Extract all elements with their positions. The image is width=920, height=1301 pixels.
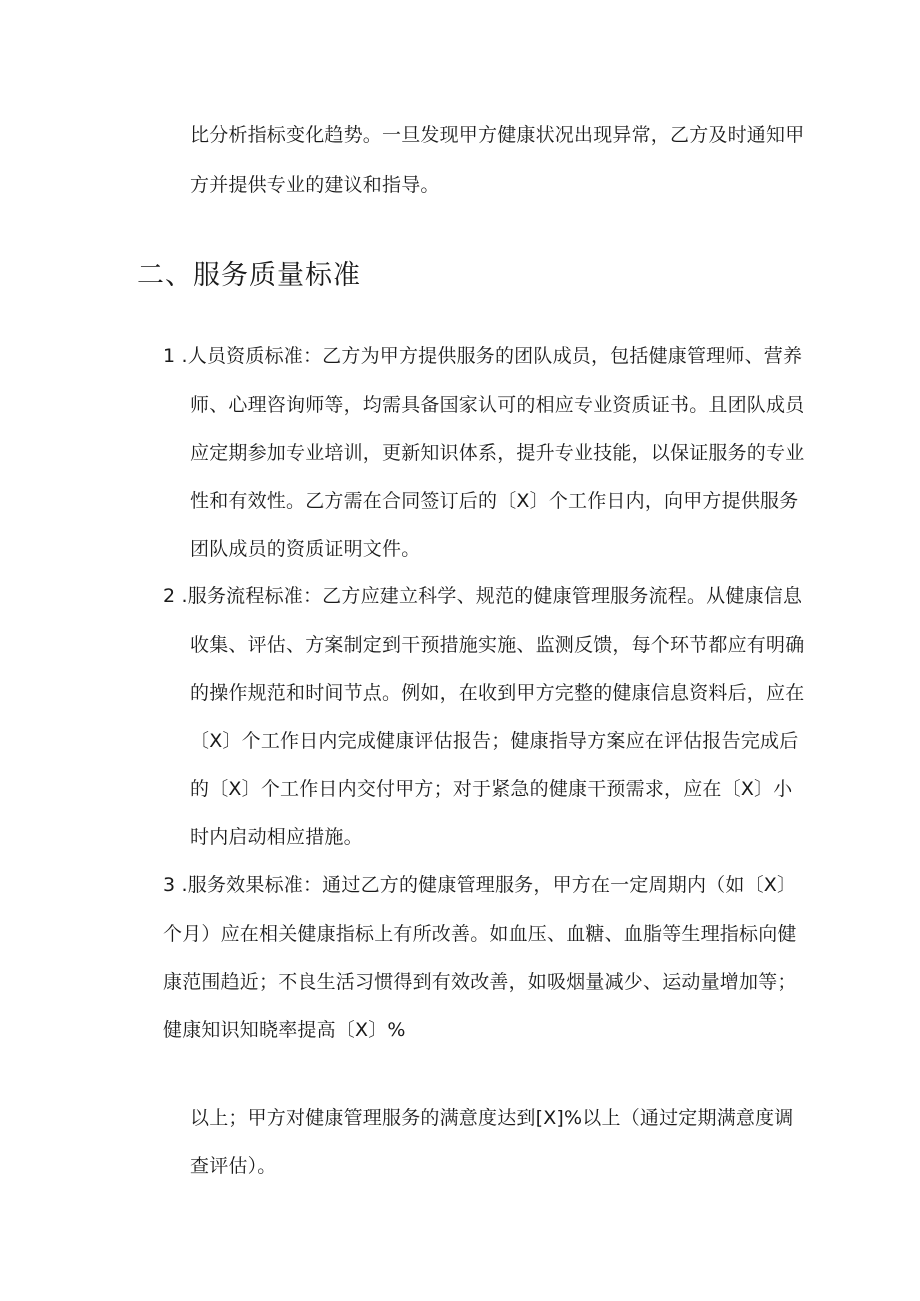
item-1-line-4: 性和有效性。乙方需在合同签订后的〔X〕个工作日内，向甲方提供服务 — [190, 490, 799, 512]
intro-line-2: 方并提供专业的建议和指导。 — [190, 174, 440, 196]
intro-line-1: 比分析指标变化趋势。一旦发现甲方健康状况出现异常，乙方及时通知甲 — [190, 124, 805, 146]
continuation-line-1: 以上；甲方对健康管理服务的满意度达到[X]%以上（通过定期满意度调 — [190, 1107, 794, 1129]
section-title: 二、服务质量标准 — [137, 260, 361, 291]
item-3-line-4: 健康知识知晓率提高〔X〕% — [163, 1019, 406, 1041]
item-1-line-5: 团队成员的资质证明文件。 — [190, 538, 421, 560]
item-3-line-1: 3 .服务效果标准：通过乙方的健康管理服务，甲方在一定周期内（如〔X〕 — [163, 874, 797, 896]
item-2-line-1: 2 .服务流程标准：乙方应建立科学、规范的健康管理服务流程。从健康信息 — [163, 585, 803, 607]
item-2-line-5: 的〔X〕个工作日内交付甲方；对于紧急的健康干预需求，应在〔X〕小 — [190, 778, 793, 800]
item-1-line-3: 应定期参加专业培训，更新知识体系，提升专业技能，以保证服务的专业 — [190, 442, 805, 464]
item-2-line-3: 的操作规范和时间节点。例如，在收到甲方完整的健康信息资料后，应在 — [190, 682, 805, 704]
item-3-line-2: 个月）应在相关健康指标上有所改善。如血压、血糖、血脂等生理指标向健 — [163, 923, 797, 945]
item-2-line-2: 收集、评估、方案制定到干预措施实施、监测反馈，每个环节都应有明确 — [190, 634, 805, 656]
item-2-line-6: 时内启动相应措施。 — [190, 826, 363, 848]
item-1-line-2: 师、心理咨询师等，均需具备国家认可的相应专业资质证书。且团队成员 — [190, 394, 805, 416]
continuation-line-2: 查评估）。 — [190, 1155, 277, 1177]
item-3-line-3: 康范围趋近；不良生活习惯得到有效改善，如吸烟量减少、运动量增加等； — [163, 971, 797, 993]
item-2-line-4: 〔X〕个工作日内完成健康评估报告；健康指导方案应在评估报告完成后 — [190, 730, 799, 752]
item-1-line-1: 1 .人员资质标准：乙方为甲方提供服务的团队成员，包括健康管理师、营养 — [163, 345, 803, 367]
